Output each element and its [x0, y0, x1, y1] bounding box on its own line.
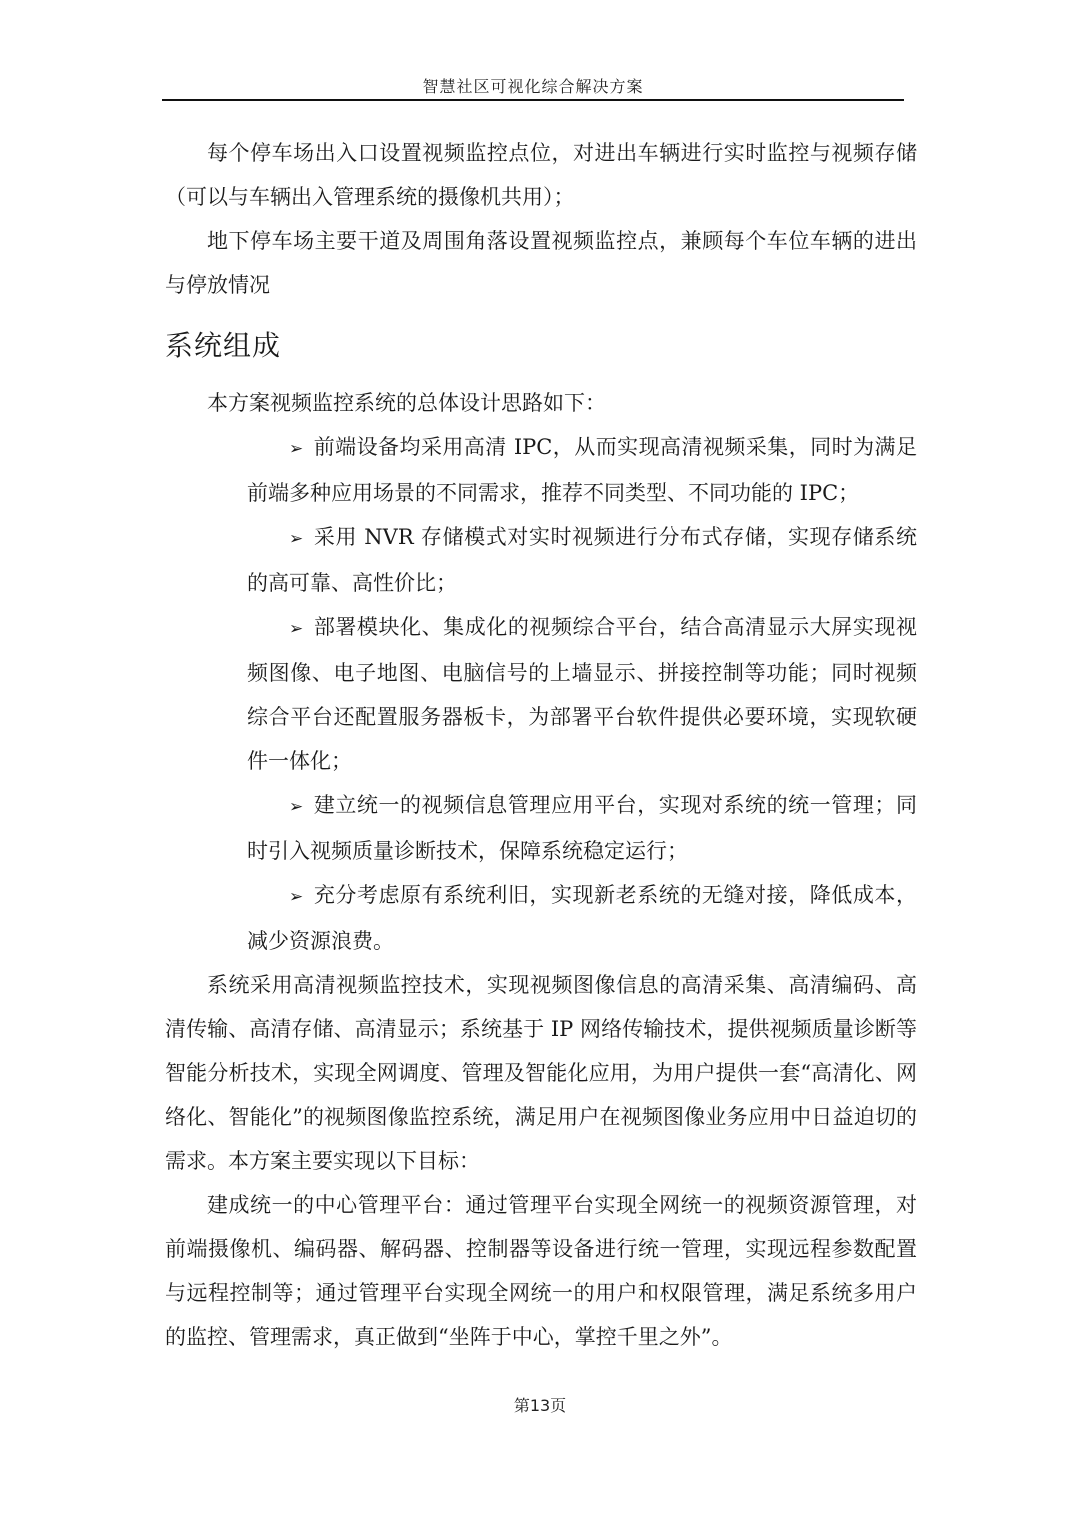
list-item [247, 873, 917, 963]
paragraph-parking-entrance: 每个停车场出入口设置视频监控点位，对进出车辆进行实时监控与视频存储（可以与车辆出入管理系统的摄像机共用）； [165, 141, 917, 209]
arrow-bullet-icon: ➢ [289, 619, 304, 639]
page-header-title: 智慧社区可视化综合解决方案 [422, 77, 644, 96]
list-item-text: 前端设备均采用高清 IPC，从而实现高清视频采集，同时为满足前端多种应用场景的不同需求，推荐不同类型、不同功能的 IPC； [247, 435, 917, 505]
list-item [247, 515, 917, 605]
arrow-bullet-icon: ➢ [289, 887, 304, 907]
document-body [165, 131, 917, 1359]
arrow-bullet-icon: ➢ [289, 439, 304, 459]
header-divider [162, 99, 904, 101]
paragraph-underground-parking: 地下停车场主要干道及周围角落设置视频监控点，兼顾每个车位车辆的进出与停放情况 [165, 229, 917, 297]
list-item-text: 采用 NVR 存储模式对实时视频进行分布式存储，实现存储系统的高可靠、高性价比； [247, 525, 917, 595]
list-item [247, 783, 917, 873]
paragraph-central-platform: 建成统一的中心管理平台：通过管理平台实现全网统一的视频资源管理，对前端摄像机、编码器、解码器、控制器等设备进行统一管理，实现远程参数配置与远程控制等；通过管理平台实现全网统一的用户和权限管理，满足系统多用户的监控、管理需求，真正做到“坐阵于中心，掌控千里之外”。 [165, 1193, 917, 1349]
list-item-text: 充分考虑原有系统利旧，实现新老系统的无缝对接，降低成本，减少资源浪费。 [247, 883, 917, 953]
page-number: 第13页 [513, 1396, 567, 1415]
list-item [247, 425, 917, 515]
paragraph-design-intro: 本方案视频监控系统的总体设计思路如下： [207, 391, 606, 415]
arrow-bullet-icon: ➢ [289, 797, 304, 817]
list-item-text: 建立统一的视频信息管理应用平台，实现对系统的统一管理；同时引入视频质量诊断技术，保障系统稳定运行； [247, 793, 917, 863]
section-heading: 系统组成 [165, 329, 282, 362]
list-item-text: 部署模块化、集成化的视频综合平台，结合高清显示大屏实现视频图像、电子地图、电脑信号的上墙显示、拼接控制等功能；同时视频综合平台还配置服务器板卡，为部署平台软件提供必要环境，实现软硬件一体化； [247, 615, 917, 773]
paragraph-hd-technology: 系统采用高清视频监控技术，实现视频图像信息的高清采集、高清编码、高清传输、高清存储、高清显示；系统基于 IP 网络传输技术，提供视频质量诊断等智能分析技术，实现全网调度、管理及智能化应用，为用户提供一套“高清化、网络化、智能化”的视频图像监控系统，满足用户在视频图像业务应用中日益迫切的需求。本方案主要实现以下目标： [165, 973, 917, 1173]
arrow-bullet-icon: ➢ [289, 529, 304, 549]
list-item [247, 605, 917, 783]
